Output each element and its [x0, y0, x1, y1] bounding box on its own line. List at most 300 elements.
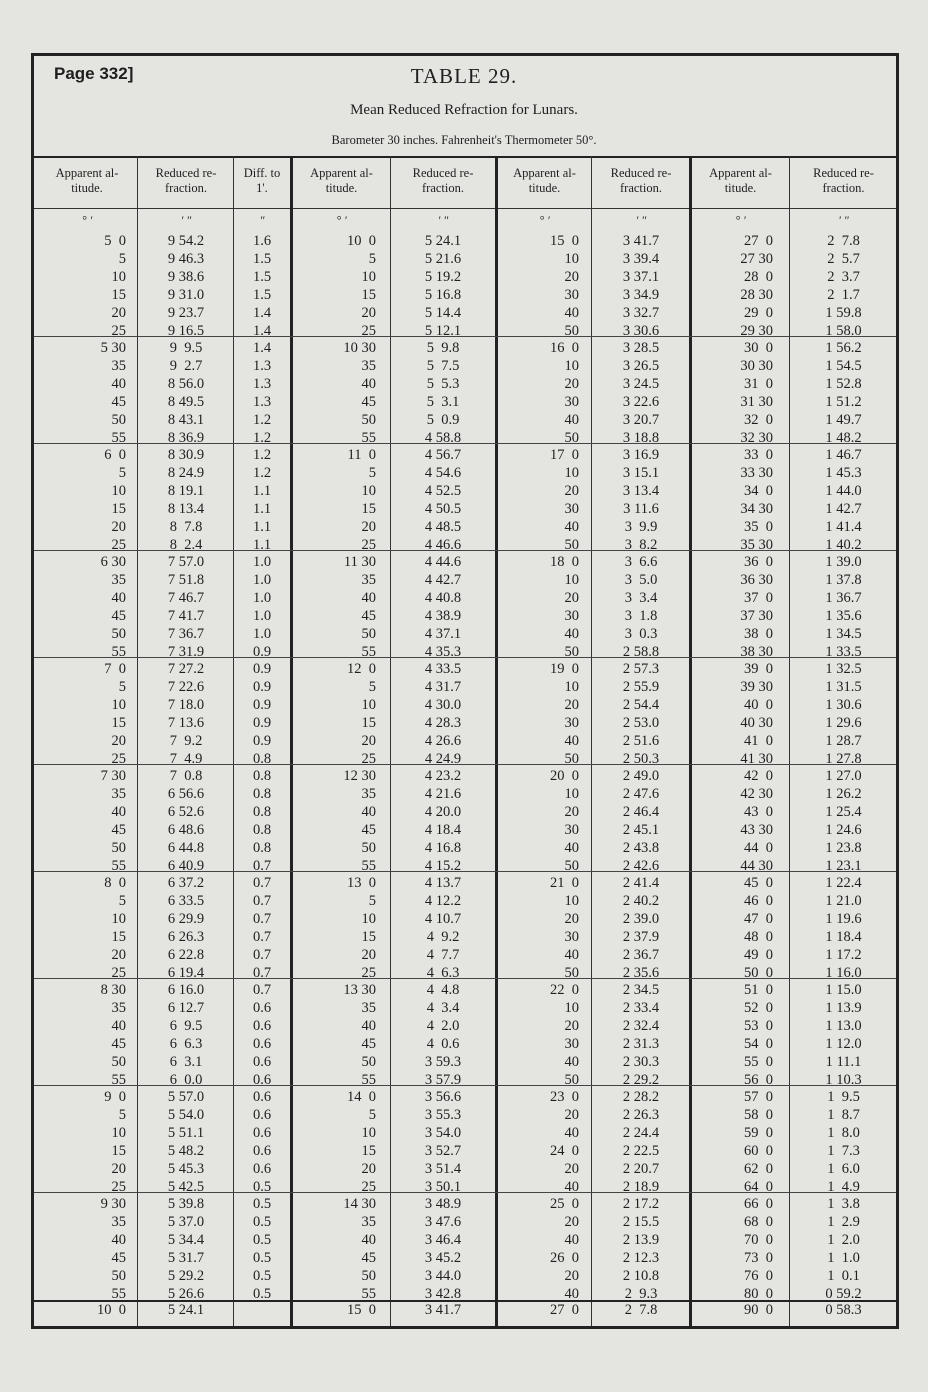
altitude-cell: 38 0	[744, 626, 773, 642]
table-row	[0, 357, 862, 375]
diff-cell: 0.7	[252, 875, 272, 891]
refraction-cell: 4 0.6	[426, 1036, 460, 1052]
altitude-cell: 30	[564, 287, 579, 303]
refraction-cell: 0 58.3	[825, 1302, 862, 1318]
altitude-cell: 5	[368, 1107, 376, 1123]
table-row	[0, 322, 862, 340]
group-rule	[34, 764, 896, 765]
altitude-cell: 17 0	[550, 447, 579, 463]
refraction-cell: 2 33.4	[622, 1000, 660, 1016]
refraction-cell: 4 26.6	[424, 733, 462, 749]
altitude-cell: 8 0	[104, 875, 126, 891]
refraction-cell: 1 54.5	[825, 358, 862, 374]
altitude-cell: 20	[564, 590, 579, 606]
refraction-cell: 3 6.6	[624, 554, 658, 570]
refraction-cell: 4 35.3	[424, 644, 462, 660]
header-diff: Diff. to 1'.	[243, 166, 281, 195]
altitude-cell: 20	[111, 1161, 126, 1177]
altitude-cell: 10	[564, 893, 579, 909]
refraction-cell: 3 30.6	[622, 323, 660, 339]
table-row	[0, 1231, 862, 1249]
diff-cell: 1.0	[252, 554, 272, 570]
altitude-cell: 20	[564, 1161, 579, 1177]
refraction-cell: 3 52.7	[424, 1143, 462, 1159]
refraction-cell: 1 26.2	[825, 786, 862, 802]
refraction-cell: 5 5.3	[426, 376, 460, 392]
altitude-cell: 30	[564, 715, 579, 731]
table-row	[0, 821, 862, 839]
altitude-cell: 54 0	[744, 1036, 773, 1052]
altitude-cell: 50	[564, 644, 579, 660]
refraction-cell: 3 41.7	[424, 1302, 462, 1318]
altitude-cell: 5	[368, 893, 376, 909]
refraction-cell: 7 0.8	[169, 768, 203, 784]
group-rule	[34, 871, 896, 872]
altitude-cell: 40	[564, 305, 579, 321]
altitude-cell: 29 0	[744, 305, 773, 321]
refraction-cell: 4 9.2	[426, 929, 460, 945]
table-row	[0, 892, 862, 910]
refraction-cell: 5 51.1	[167, 1125, 205, 1141]
diff-cell: 0.6	[252, 1036, 272, 1052]
table-row	[0, 928, 862, 946]
refraction-cell: 3 48.9	[424, 1196, 462, 1212]
altitude-cell: 34 30	[740, 501, 773, 517]
altitude-cell: 28 30	[740, 287, 773, 303]
refraction-cell: 1 56.2	[825, 340, 862, 356]
refraction-cell: 1 44.0	[825, 483, 862, 499]
altitude-cell: 15	[111, 715, 126, 731]
altitude-cell: 30	[564, 608, 579, 624]
refraction-cell: 2 40.2	[622, 893, 660, 909]
altitude-cell: 47 0	[744, 911, 773, 927]
refraction-cell: 3 32.7	[622, 305, 660, 321]
refraction-cell: 1 25.4	[825, 804, 862, 820]
altitude-cell: 49 0	[744, 947, 773, 963]
refraction-cell: 2 17.2	[622, 1196, 660, 1212]
altitude-cell: 41 30	[740, 751, 773, 767]
diff-cell: 1.0	[252, 626, 272, 642]
refraction-cell: 5 54.0	[167, 1107, 205, 1123]
unit-minutes-seconds: ' "	[838, 213, 849, 227]
altitude-cell: 40	[111, 590, 126, 606]
refraction-cell: 0 59.2	[825, 1286, 862, 1302]
altitude-cell: 45	[111, 608, 126, 624]
diff-cell: 1.2	[252, 465, 272, 481]
altitude-cell: 7 30	[100, 768, 126, 784]
refraction-cell: 1 29.6	[825, 715, 862, 731]
refraction-cell: 1 30.6	[825, 697, 862, 713]
altitude-cell: 50	[564, 965, 579, 981]
altitude-cell: 40	[361, 1232, 376, 1248]
diff-cell: 0.7	[252, 893, 272, 909]
refraction-cell: 2 1.7	[827, 287, 860, 303]
diff-cell: 0.7	[252, 965, 272, 981]
altitude-cell: 50	[564, 751, 579, 767]
table-row	[0, 1071, 862, 1089]
altitude-cell: 50	[564, 323, 579, 339]
altitude-cell: 10 30	[343, 340, 376, 356]
refraction-cell: 1 8.0	[827, 1125, 860, 1141]
refraction-cell: 1 23.8	[825, 840, 862, 856]
diff-cell: 1.4	[252, 340, 272, 356]
refraction-cell: 2 42.6	[622, 858, 660, 874]
altitude-cell: 50	[564, 1072, 579, 1088]
altitude-cell: 25	[361, 1179, 376, 1195]
altitude-cell: 20	[564, 804, 579, 820]
table-row	[0, 839, 862, 857]
diff-cell: 1.6	[252, 233, 272, 249]
table-row	[0, 785, 862, 803]
table-row	[0, 607, 862, 625]
table-row	[0, 714, 862, 732]
table-row	[0, 482, 862, 500]
refraction-cell: 1 36.7	[825, 590, 862, 606]
altitude-cell: 8 30	[100, 982, 126, 998]
altitude-cell: 5	[118, 1107, 126, 1123]
refraction-cell: 1 59.8	[825, 305, 862, 321]
altitude-cell: 45	[111, 1036, 126, 1052]
altitude-cell: 40	[564, 1125, 579, 1141]
altitude-cell: 20	[361, 733, 376, 749]
refraction-cell: 8 36.9	[167, 430, 205, 446]
altitude-cell: 10	[111, 697, 126, 713]
altitude-cell: 40	[564, 947, 579, 963]
refraction-cell: 3 54.0	[424, 1125, 462, 1141]
refraction-cell: 6 37.2	[167, 875, 205, 891]
altitude-cell: 13 30	[343, 982, 376, 998]
refraction-cell: 5 42.5	[167, 1179, 205, 1195]
diff-cell: 0.8	[252, 822, 272, 838]
refraction-cell: 6 29.9	[167, 911, 205, 927]
altitude-cell: 5 0	[104, 233, 126, 249]
refraction-cell: 7 31.9	[167, 644, 205, 660]
refraction-cell: 7 36.7	[167, 626, 205, 642]
refraction-cell: 3 5.0	[624, 572, 658, 588]
refraction-cell: 6 56.6	[167, 786, 205, 802]
refraction-cell: 7 13.6	[167, 715, 205, 731]
altitude-cell: 30	[564, 929, 579, 945]
refraction-cell: 2 35.6	[622, 965, 660, 981]
altitude-cell: 41 0	[744, 733, 773, 749]
altitude-cell: 10 0	[97, 1302, 126, 1318]
refraction-cell: 3 39.4	[622, 251, 660, 267]
altitude-cell: 10	[564, 786, 579, 802]
altitude-cell: 35	[111, 358, 126, 374]
refraction-cell: 4 16.8	[424, 840, 462, 856]
refraction-cell: 7 4.9	[169, 751, 203, 767]
refraction-cell: 5 48.2	[167, 1143, 205, 1159]
diff-cell: 0.8	[252, 786, 272, 802]
diff-cell: 0.6	[252, 1054, 272, 1070]
refraction-cell: 2 50.3	[622, 751, 660, 767]
altitude-cell: 15	[111, 929, 126, 945]
refraction-cell: 4 48.5	[424, 519, 462, 535]
diff-cell: 1.1	[252, 501, 272, 517]
refraction-cell: 5 12.1	[424, 323, 462, 339]
altitude-cell: 35 0	[744, 519, 773, 535]
altitude-cell: 40	[361, 590, 376, 606]
altitude-cell: 25	[361, 965, 376, 981]
refraction-cell: 1 3.8	[827, 1196, 860, 1212]
header-top-rule	[34, 156, 896, 158]
unit-degrees-minutes: ° '	[735, 213, 746, 227]
altitude-cell: 5	[368, 251, 376, 267]
altitude-cell: 55	[361, 430, 376, 446]
altitude-cell: 55	[361, 1286, 376, 1302]
refraction-cell: 2 29.2	[622, 1072, 660, 1088]
refraction-cell: 1 15.0	[825, 982, 862, 998]
diff-cell: 0.9	[252, 679, 272, 695]
altitude-cell: 21 0	[550, 875, 579, 891]
refraction-cell: 5 24.1	[167, 1302, 205, 1318]
table-row	[0, 1301, 862, 1319]
unit-minutes-seconds: ' "	[437, 213, 449, 227]
altitude-cell: 50	[111, 1268, 126, 1284]
refraction-cell: 1 27.0	[825, 768, 862, 784]
refraction-cell: 1 21.0	[825, 893, 862, 909]
altitude-cell: 55	[111, 644, 126, 660]
diff-cell: 0.9	[252, 697, 272, 713]
diff-cell: 0.8	[252, 751, 272, 767]
altitude-cell: 66 0	[744, 1196, 773, 1212]
refraction-cell: 2 53.0	[622, 715, 660, 731]
refraction-cell: 4 58.8	[424, 430, 462, 446]
refraction-cell: 1 4.9	[827, 1179, 860, 1195]
refraction-cell: 1 2.9	[827, 1214, 860, 1230]
header-bottom-rule	[34, 208, 896, 209]
altitude-cell: 10	[111, 1125, 126, 1141]
table-row	[0, 678, 862, 696]
refraction-cell: 1 23.1	[825, 858, 862, 874]
refraction-cell: 3 18.8	[622, 430, 660, 446]
refraction-cell: 9 2.7	[169, 358, 203, 374]
refraction-cell: 4 2.0	[426, 1018, 460, 1034]
diff-cell: 1.3	[252, 376, 272, 392]
refraction-cell: 2 43.8	[622, 840, 660, 856]
altitude-cell: 15	[361, 501, 376, 517]
altitude-cell: 37 0	[744, 590, 773, 606]
refraction-cell: 5 34.4	[167, 1232, 205, 1248]
altitude-cell: 15 0	[347, 1302, 376, 1318]
table-row	[0, 732, 862, 750]
diff-cell: 0.8	[252, 804, 272, 820]
refraction-cell: 9 16.5	[167, 323, 205, 339]
table-row	[0, 1035, 862, 1053]
header-reduced-refraction-3: Reduced re- fraction.	[610, 166, 672, 195]
table-row	[0, 393, 862, 411]
table-row	[0, 999, 862, 1017]
refraction-cell: 9 38.6	[167, 269, 205, 285]
altitude-cell: 38 30	[740, 644, 773, 660]
altitude-cell: 40	[564, 1286, 579, 1302]
altitude-cell: 10	[361, 269, 376, 285]
altitude-cell: 25	[111, 537, 126, 553]
group-rule	[34, 978, 896, 979]
altitude-cell: 90 0	[744, 1302, 773, 1318]
refraction-cell: 6 6.3	[169, 1036, 203, 1052]
table-row	[0, 964, 862, 982]
refraction-cell: 1 9.5	[827, 1089, 860, 1105]
refraction-cell: 6 48.6	[167, 822, 205, 838]
altitude-cell: 5	[368, 465, 376, 481]
refraction-cell: 1 32.5	[825, 661, 862, 677]
refraction-cell: 7 46.7	[167, 590, 205, 606]
refraction-cell: 5 26.6	[167, 1286, 205, 1302]
diff-cell: 1.3	[252, 394, 272, 410]
refraction-cell: 7 9.2	[169, 733, 203, 749]
altitude-cell: 40	[111, 1232, 126, 1248]
altitude-cell: 10	[361, 1125, 376, 1141]
refraction-cell: 1 42.7	[825, 501, 862, 517]
altitude-cell: 36 30	[740, 572, 773, 588]
altitude-cell: 25	[111, 751, 126, 767]
altitude-cell: 56 0	[744, 1072, 773, 1088]
refraction-cell: 3 57.9	[424, 1072, 462, 1088]
altitude-cell: 45	[361, 394, 376, 410]
refraction-cell: 7 27.2	[167, 661, 205, 677]
refraction-cell: 2 24.4	[622, 1125, 660, 1141]
table-row	[0, 981, 862, 999]
altitude-cell: 20	[564, 376, 579, 392]
altitude-cell: 52 0	[744, 1000, 773, 1016]
altitude-cell: 35	[361, 1000, 376, 1016]
altitude-cell: 55	[111, 858, 126, 874]
diff-cell: 1.5	[252, 269, 272, 285]
refraction-cell: 3 41.7	[622, 233, 660, 249]
refraction-cell: 2 46.4	[622, 804, 660, 820]
refraction-cell: 5 31.7	[167, 1250, 205, 1266]
refraction-cell: 1 33.5	[825, 644, 862, 660]
refraction-cell: 6 52.6	[167, 804, 205, 820]
altitude-cell: 15	[111, 287, 126, 303]
refraction-cell: 5 29.2	[167, 1268, 205, 1284]
refraction-cell: 3 0.3	[624, 626, 658, 642]
refraction-cell: 6 33.5	[167, 893, 205, 909]
table-row	[0, 946, 862, 964]
refraction-cell: 2 9.3	[624, 1286, 658, 1302]
refraction-cell: 1 46.7	[825, 447, 862, 463]
table-row	[0, 536, 862, 554]
altitude-cell: 15	[361, 1143, 376, 1159]
unit-degrees-minutes: ° '	[81, 213, 93, 227]
refraction-cell: 3 44.0	[424, 1268, 462, 1284]
altitude-cell: 14 0	[347, 1089, 376, 1105]
refraction-cell: 1 24.6	[825, 822, 862, 838]
refraction-cell: 1 18.4	[825, 929, 862, 945]
altitude-cell: 50	[564, 858, 579, 874]
refraction-cell: 3 56.6	[424, 1089, 462, 1105]
altitude-cell: 14 30	[343, 1196, 376, 1212]
altitude-cell: 40	[564, 412, 579, 428]
altitude-cell: 59 0	[744, 1125, 773, 1141]
altitude-cell: 35	[361, 786, 376, 802]
table-row	[0, 1178, 862, 1196]
altitude-cell: 20	[361, 305, 376, 321]
altitude-cell: 39 30	[740, 679, 773, 695]
altitude-cell: 40	[111, 376, 126, 392]
diff-cell: 0.5	[252, 1250, 272, 1266]
refraction-cell: 5 19.2	[424, 269, 462, 285]
altitude-cell: 5	[368, 679, 376, 695]
refraction-cell: 4 10.7	[424, 911, 462, 927]
group-rule	[34, 1192, 896, 1193]
refraction-cell: 3 45.2	[424, 1250, 462, 1266]
diff-cell: 1.0	[252, 590, 272, 606]
altitude-cell: 10	[361, 483, 376, 499]
altitude-cell: 45	[361, 1036, 376, 1052]
refraction-cell: 2 30.3	[622, 1054, 660, 1070]
altitude-cell: 29 30	[740, 323, 773, 339]
altitude-cell: 57 0	[744, 1089, 773, 1105]
altitude-cell: 50	[361, 840, 376, 856]
refraction-cell: 4 33.5	[424, 661, 462, 677]
altitude-cell: 45	[111, 394, 126, 410]
altitude-cell: 20	[564, 269, 579, 285]
altitude-cell: 40	[564, 1179, 579, 1195]
altitude-cell: 45	[361, 608, 376, 624]
refraction-cell: 1 45.3	[825, 465, 862, 481]
refraction-cell: 3 59.3	[424, 1054, 462, 1070]
refraction-cell: 3 13.4	[622, 483, 660, 499]
table-row	[0, 1088, 862, 1106]
altitude-cell: 68 0	[744, 1214, 773, 1230]
diff-cell: 0.5	[252, 1196, 272, 1212]
altitude-cell: 70 0	[744, 1232, 773, 1248]
refraction-cell: 4 3.4	[426, 1000, 460, 1016]
diff-cell: 0.7	[252, 911, 272, 927]
altitude-cell: 23 0	[550, 1089, 579, 1105]
altitude-cell: 10 0	[347, 233, 376, 249]
altitude-cell: 36 0	[744, 554, 773, 570]
refraction-cell: 6 16.0	[167, 982, 205, 998]
refraction-cell: 1 41.4	[825, 519, 862, 535]
diff-cell: 0.8	[252, 768, 272, 784]
refraction-cell: 1 22.4	[825, 875, 862, 891]
diff-cell: 0.5	[252, 1179, 272, 1195]
refraction-cell: 2 39.0	[622, 911, 660, 927]
refraction-cell: 2 54.4	[622, 697, 660, 713]
altitude-cell: 35	[111, 786, 126, 802]
table-row	[0, 589, 862, 607]
refraction-cell: 3 8.2	[624, 537, 658, 553]
altitude-cell: 20	[564, 697, 579, 713]
altitude-cell: 11 0	[347, 447, 376, 463]
header-reduced-refraction-2: Reduced re- fraction.	[412, 166, 474, 195]
table-row	[0, 803, 862, 821]
altitude-cell: 50	[361, 412, 376, 428]
diff-cell: 1.2	[252, 447, 272, 463]
refraction-cell: 3 11.6	[623, 501, 659, 517]
refraction-cell: 6 26.3	[167, 929, 205, 945]
altitude-cell: 5 30	[100, 340, 126, 356]
refraction-cell: 4 21.6	[424, 786, 462, 802]
altitude-cell: 32 30	[740, 430, 773, 446]
altitude-cell: 20	[111, 519, 126, 535]
altitude-cell: 33 0	[744, 447, 773, 463]
diff-cell: 0.6	[252, 1089, 272, 1105]
refraction-cell: 4 13.7	[424, 875, 462, 891]
table-row	[0, 874, 862, 892]
altitude-cell: 6 30	[100, 554, 126, 570]
refraction-cell: 1 2.0	[827, 1232, 860, 1248]
refraction-cell: 8 43.1	[167, 412, 205, 428]
altitude-cell: 45	[361, 1250, 376, 1266]
table-row	[0, 1249, 862, 1267]
refraction-cell: 2 26.3	[622, 1107, 660, 1123]
altitude-cell: 30	[564, 501, 579, 517]
refraction-cell: 8 24.9	[167, 465, 205, 481]
